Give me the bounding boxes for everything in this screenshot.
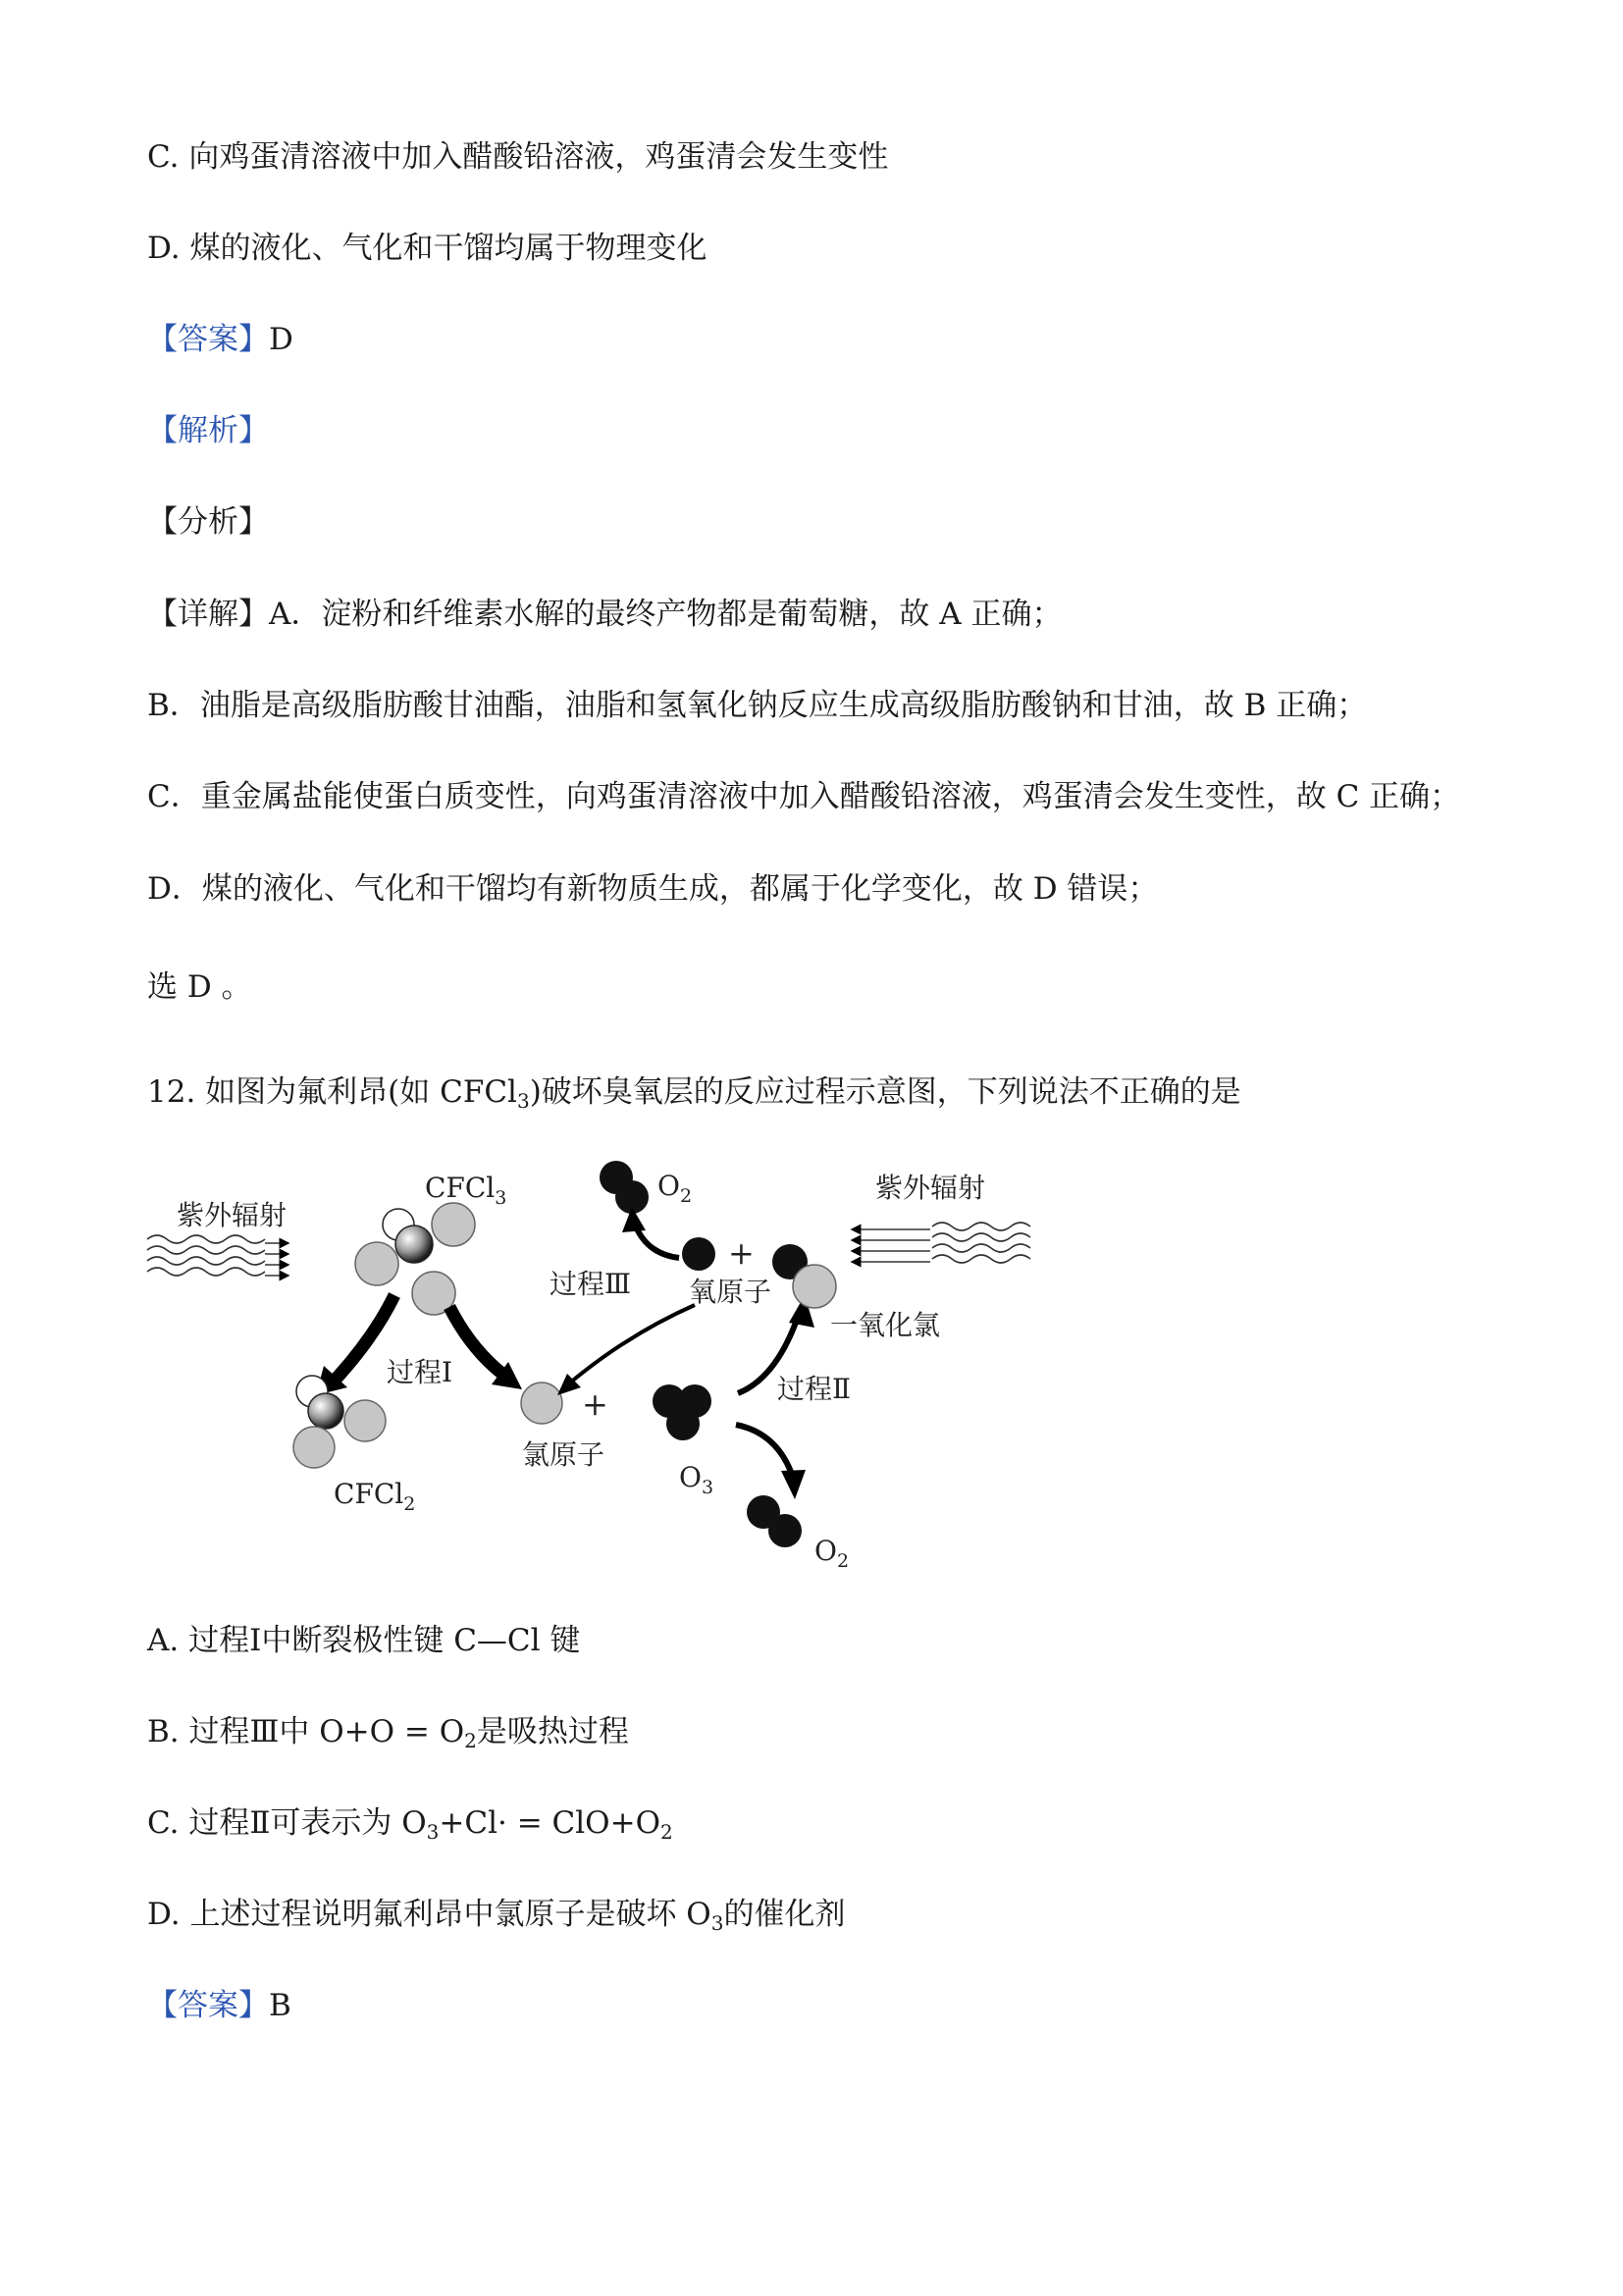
oxygen-atom-label: 氧原子 bbox=[689, 1276, 772, 1308]
chlorine-atom bbox=[521, 1383, 562, 1424]
prev-option-c: C. 向鸡蛋清溶液中加入醋酸铅溶液，鸡蛋清会发生变性 bbox=[147, 139, 889, 175]
clo-molecule bbox=[772, 1244, 836, 1308]
q12-answer-tag: 【答案】 bbox=[147, 1988, 269, 2023]
uv-label-right: 紫外辐射 bbox=[875, 1172, 986, 1204]
detail-b: B．油脂是高级脂肪酸甘油酯，油脂和氢氧化钠反应生成高级脂肪酸钠和甘油，故 B 正确； bbox=[147, 688, 1368, 723]
uv-label-left: 紫外辐射 bbox=[177, 1199, 288, 1231]
ozone-depletion-diagram bbox=[137, 1148, 1060, 1590]
o3-label: $O_3$ bbox=[679, 1461, 714, 1498]
answer-value: D bbox=[269, 322, 293, 357]
o2-bottom-molecule bbox=[747, 1495, 802, 1547]
q12-option-d: D. 上述过程说明氟利昂中氯原子是破坏 $O_3$的催化剂 bbox=[147, 1897, 846, 1935]
q12-option-b: B. 过程Ⅲ中 $O+O = O_2$是吸热过程 bbox=[147, 1714, 629, 1752]
answer-tag: 【答案】 bbox=[147, 322, 269, 357]
o2-top-molecule bbox=[600, 1161, 649, 1214]
plus-sign-chlorine: + bbox=[582, 1385, 608, 1423]
question-12-stem: 12. 如图为氟利昂(如 CFCl$_3$)破坏臭氧层的反应过程示意图，下列说法不正确的是 bbox=[147, 1074, 1241, 1113]
process1-label: 过程Ⅰ bbox=[387, 1356, 453, 1388]
detail-d: D．煤的液化、气化和干馏均有新物质生成，都属于化学变化，故 D 错误； bbox=[147, 871, 1159, 907]
process2-arrow-down bbox=[736, 1425, 791, 1472]
prev-answer bbox=[147, 320, 293, 359]
clo-label: 一氧化氯 bbox=[830, 1309, 941, 1341]
uv-arrows-right bbox=[856, 1229, 930, 1262]
detail-c: C．重金属盐能使蛋白质变性，向鸡蛋清溶液中加入醋酸铅溶液，鸡蛋清会发生变性，故 C 正确； bbox=[147, 779, 1461, 814]
detail-a-text: A．淀粉和纤维素水解的最终产物都是葡萄糖，故 A 正确； bbox=[269, 597, 1063, 632]
cfcl2-molecule bbox=[293, 1376, 386, 1468]
process3-arrow-up bbox=[636, 1226, 679, 1258]
uv-waves-left bbox=[147, 1235, 265, 1276]
plus-sign-oxygen: + bbox=[728, 1234, 755, 1272]
fenxi-heading: 【分析】 bbox=[147, 504, 269, 540]
process1-arrow-right bbox=[449, 1307, 502, 1374]
process1-arrow-left bbox=[332, 1295, 394, 1383]
q12-answer bbox=[147, 1986, 291, 2025]
o2-bottom-label: $O_2$ bbox=[814, 1535, 850, 1572]
uv-waves-right bbox=[932, 1223, 1030, 1263]
o2-top-label: $O_2$ bbox=[657, 1170, 693, 1207]
chlorine-atom-label: 氯原子 bbox=[522, 1438, 605, 1471]
xiangjie-tag: 【详解】 bbox=[147, 597, 269, 632]
uv-arrows-left bbox=[265, 1243, 285, 1276]
prev-option-d: D. 煤的液化、气化和干馏均属于物理变化 bbox=[147, 231, 707, 266]
q12-option-a: A. 过程Ⅰ中断裂极性键 C—Cl 键 bbox=[147, 1623, 581, 1658]
q12-option-c: C. 过程Ⅱ可表示为 $O_3+Cl\cdot = ClO+O_2$ bbox=[147, 1805, 673, 1844]
o3-molecule bbox=[653, 1384, 711, 1440]
q12-answer-value: B bbox=[269, 1988, 291, 2023]
process3-arrow-diagonal bbox=[569, 1305, 695, 1383]
cfcl3-molecule bbox=[355, 1203, 475, 1315]
oxygen-atom bbox=[682, 1237, 715, 1271]
process2-arrowhead-down bbox=[781, 1470, 806, 1499]
process2-label: 过程Ⅱ bbox=[777, 1373, 852, 1405]
conclusion: 选 D 。 bbox=[147, 969, 252, 1005]
detail-a bbox=[147, 595, 1062, 634]
jiexi-heading: 【解析】 bbox=[147, 413, 269, 448]
cfcl2-label: CFCl$_2$ bbox=[334, 1478, 416, 1515]
cfcl3-label: CFCl$_3$ bbox=[425, 1172, 507, 1209]
process3-label: 过程Ⅲ bbox=[550, 1268, 632, 1300]
